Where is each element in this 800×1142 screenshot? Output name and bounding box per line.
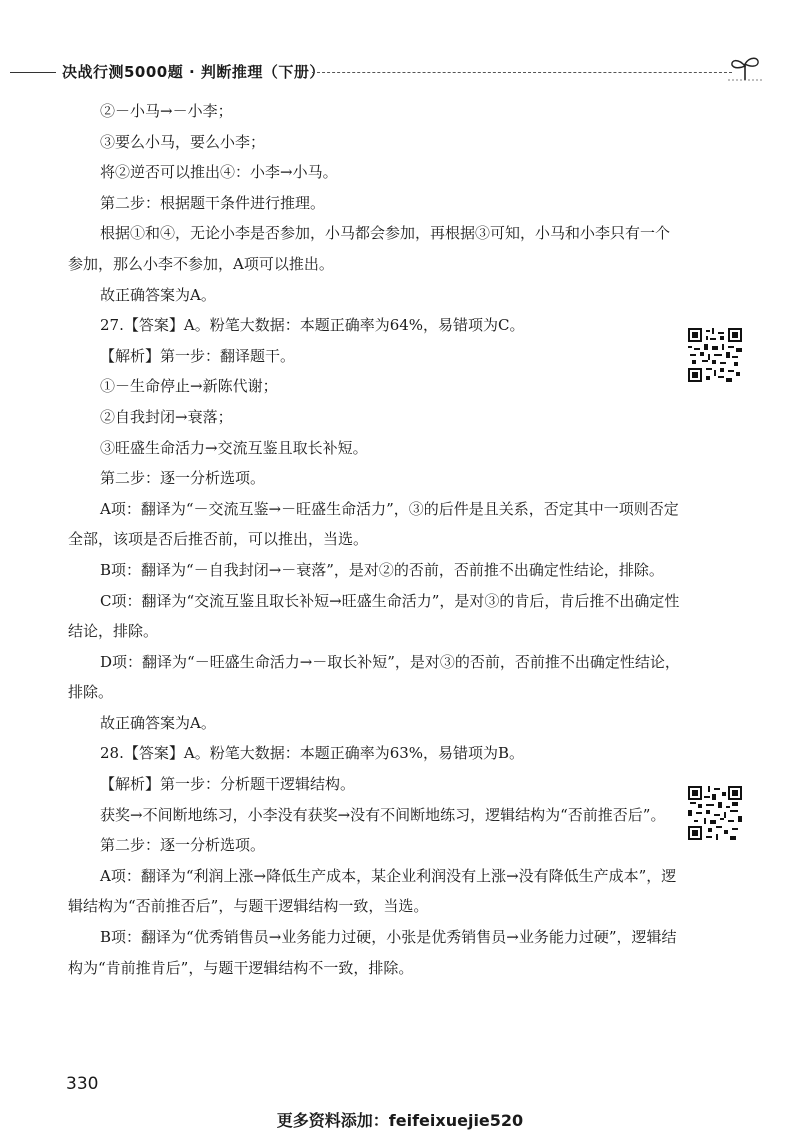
- option-a-28: A项：翻译为“利润上涨→降低生产成本，某企业利润没有上涨→没有降低生产成本”，逻辑结构为“否前推否后”，与题干逻辑结构一致，当选。: [68, 866, 677, 916]
- text-line: 第二步：根据题干条件进行推理。: [100, 193, 326, 212]
- page-number: 330: [66, 1074, 99, 1094]
- header-rule-right: [312, 72, 732, 73]
- qr-code-28[interactable]: [688, 786, 742, 840]
- qr-code-icon: [688, 786, 742, 840]
- text-line: 故正确答案为A。: [100, 285, 216, 304]
- answer-27: 27.【答案】A。粉笔大数据：本题正确率为64%，易错项为C。: [100, 316, 525, 335]
- option-b-27: B项：翻译为“－自我封闭→－衰落”，是对②的否前，否前推不出确定性结论，排除。: [100, 560, 664, 579]
- option-d-27: D项：翻译为“－旺盛生命活力→－取长补短”，是对③的否前，否前推不出确定性结论，排除。: [68, 652, 680, 702]
- option-b-28: B项：翻译为“优秀销售员→业务能力过硬，小张是优秀销售员→业务能力过硬”，逻辑结构为“肯前推肯后”，与题干逻辑结构不一致，排除。: [68, 928, 677, 977]
- text-line: ①－生命停止→新陈代谢；: [100, 377, 278, 396]
- sprout-icon: [728, 54, 762, 82]
- header-rule-left: [10, 72, 56, 73]
- text-line: 获奖→不间断地练习，小李没有获奖→没有不间断地练习，逻辑结构为“否前推否后”。: [100, 805, 666, 824]
- text-line: ②自我封闭→衰落；: [100, 407, 233, 426]
- option-c-27: C项：翻译为“交流互鉴且取长补短→旺盛生命活力”，是对③的肯后，肯后推不出确定性结论，排除。: [68, 591, 680, 641]
- text-line: 第二步：逐一分析选项。: [100, 469, 266, 488]
- header-title: 决战行测5000题 · 判断推理（下册）: [62, 63, 325, 81]
- option-a-27: A项：翻译为“－交流互鉴→－旺盛生命活力”，③的后件是且关系，否定其中一项则否定全部，该项是否后推否前，可以推出，当选。: [68, 499, 679, 549]
- text-line: ③旺盛生命活力→交流互鉴且取长补短。: [100, 438, 368, 457]
- answer-explanation-body: [68, 96, 680, 983]
- text-line: ②－小马→－小李；: [100, 102, 233, 120]
- answer-28: 28.【答案】A。粉笔大数据：本题正确率为63%，易错项为B。: [100, 744, 525, 763]
- analysis-27: 【解析】第一步：翻译题干。: [100, 346, 296, 365]
- text-line: 第二步：逐一分析选项。: [100, 836, 266, 855]
- analysis-28: 【解析】第一步：分析题干逻辑结构。: [100, 775, 356, 794]
- text-line: 将②逆否可以推出④：小李→小马。: [100, 163, 338, 182]
- running-header: [0, 58, 800, 88]
- footer-note: 更多资料添加：feifeixuejie520: [276, 1111, 524, 1130]
- text-line: ③要么小马，要么小李；: [100, 132, 266, 151]
- text-line: 根据①和④，无论小李是否参加，小马都会参加，再根据③可知，小马和小李只有一个参加，那么小李不参加，A项可以推出。: [68, 224, 671, 273]
- qr-code-27[interactable]: [688, 328, 742, 382]
- qr-code-icon: [688, 328, 742, 382]
- text-line: 故正确答案为A。: [100, 713, 216, 732]
